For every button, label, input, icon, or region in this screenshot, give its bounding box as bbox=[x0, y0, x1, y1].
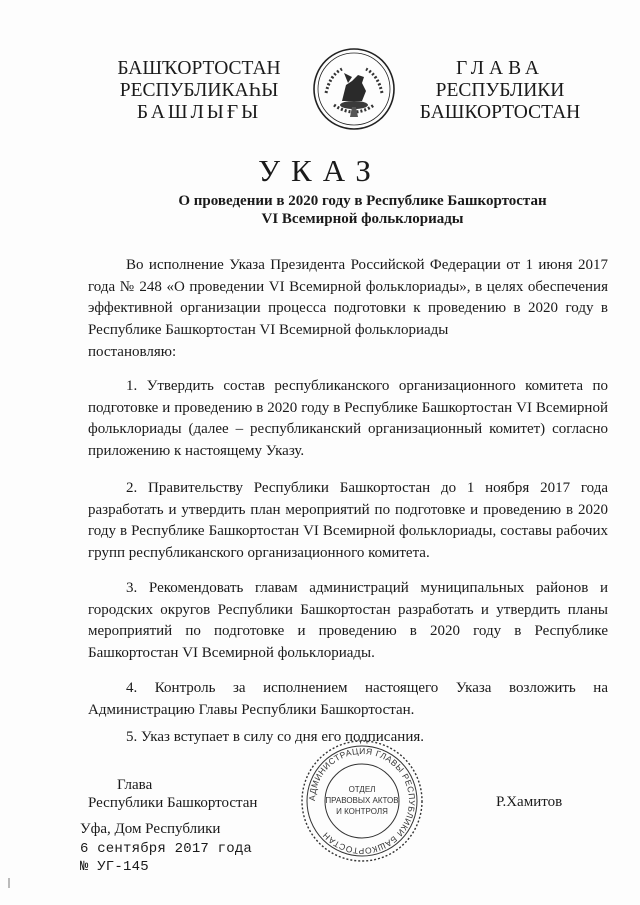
clause-3-text: 3. Рекомендовать главам администраций муниципальных районов и городских округов Республики Башкортостан разработать и утвердить планы мероприятий по подготовке и проведению в 2020 году в Республике Башкортостан VI Всемирной фольклориады. bbox=[88, 580, 608, 662]
document-title-line-1: О проведении в 2020 году в Республике Башкортостан bbox=[178, 193, 547, 209]
header-left-line-3: БАШЛЫҒЫ bbox=[136, 102, 262, 123]
signatory-position-line-2: Республики Башкортостан bbox=[88, 795, 258, 811]
signing-place: Уфа, Дом Республики bbox=[80, 821, 221, 837]
signatory-name: Р.Хамитов bbox=[496, 794, 563, 810]
header-right-line-3: БАШКОРТОСТАН bbox=[419, 102, 581, 123]
coat-of-arms-icon bbox=[312, 47, 396, 131]
header-left bbox=[110, 58, 288, 124]
scan-artifact bbox=[8, 878, 10, 888]
clause-2 bbox=[88, 478, 608, 565]
signing-date: 6 сентября 2017 года bbox=[80, 841, 253, 857]
stamp-center-line-1: ОТДЕЛ bbox=[348, 785, 376, 794]
decree-word-text: постановляю: bbox=[88, 344, 177, 360]
clause-3 bbox=[88, 578, 608, 665]
signatory-position-line-1: Глава bbox=[117, 777, 153, 793]
clause-5-text: 5. Указ вступает в силу со дня его подписания. bbox=[126, 729, 424, 745]
clause-4-text: 4. Контроль за исполнением настоящего Указа возложить на Администрацию Главы Республики Башкортостан. bbox=[88, 680, 608, 718]
stamp-center-line-3: И КОНТРОЛЯ bbox=[336, 807, 388, 816]
decree-number: № УГ-145 bbox=[80, 859, 149, 875]
document-title bbox=[150, 192, 575, 228]
preamble-paragraph bbox=[88, 255, 608, 342]
preamble-text: Во исполнение Указа Президента Российской Федерации от 1 июня 2017 года № 248 «О проведении VI Всемирной фольклориады», в целях обеспечения эффективной организации процесса подготовки к проведению в 2020 году в Республике Башкортостан VI Всемирной фольклориады bbox=[88, 257, 608, 339]
header-right-line-2: РЕСПУБЛИКИ bbox=[435, 80, 565, 101]
clause-4 bbox=[88, 678, 608, 721]
official-stamp bbox=[298, 737, 426, 865]
clause-1 bbox=[88, 376, 608, 463]
header-left-line-1: БАШҠОРТОСТАН bbox=[117, 58, 281, 79]
clause-2-text: 2. Правительству Республики Башкортостан до 1 ноября 2017 года разработать и утвердить план мероприятий по подготовке и проведению в 2020 году в Республике Башкортостан VI Всемирной фольклориады, составы рабочих групп республиканского организационного комитета. bbox=[88, 480, 608, 562]
document-title-line-2: VI Всемирной фольклориады bbox=[261, 211, 464, 227]
signatory-position bbox=[88, 776, 268, 812]
header-right bbox=[410, 58, 590, 124]
stamp-ring-text: АДМИНИСТРАЦИЯ ГЛАВЫ РЕСПУБЛИКИ БАШКОРТОСТАН bbox=[306, 745, 418, 857]
document-type: УКАЗ bbox=[258, 153, 382, 188]
stamp-center-line-2: ПРАВОВЫХ АКТОВ bbox=[325, 796, 399, 805]
header-right-line-1: ГЛАВА bbox=[456, 58, 544, 79]
decree-word bbox=[88, 342, 608, 364]
clause-1-text: 1. Утвердить состав республиканского организационного комитета по подготовке и проведению в 2020 году в Республике Башкортостан VI Всемирной фольклориады (далее – республиканский организационный комитет) согласно приложению к настоящему Указу. bbox=[88, 378, 608, 460]
header-left-line-2: РЕСПУБЛИКАҺЫ bbox=[119, 80, 279, 101]
